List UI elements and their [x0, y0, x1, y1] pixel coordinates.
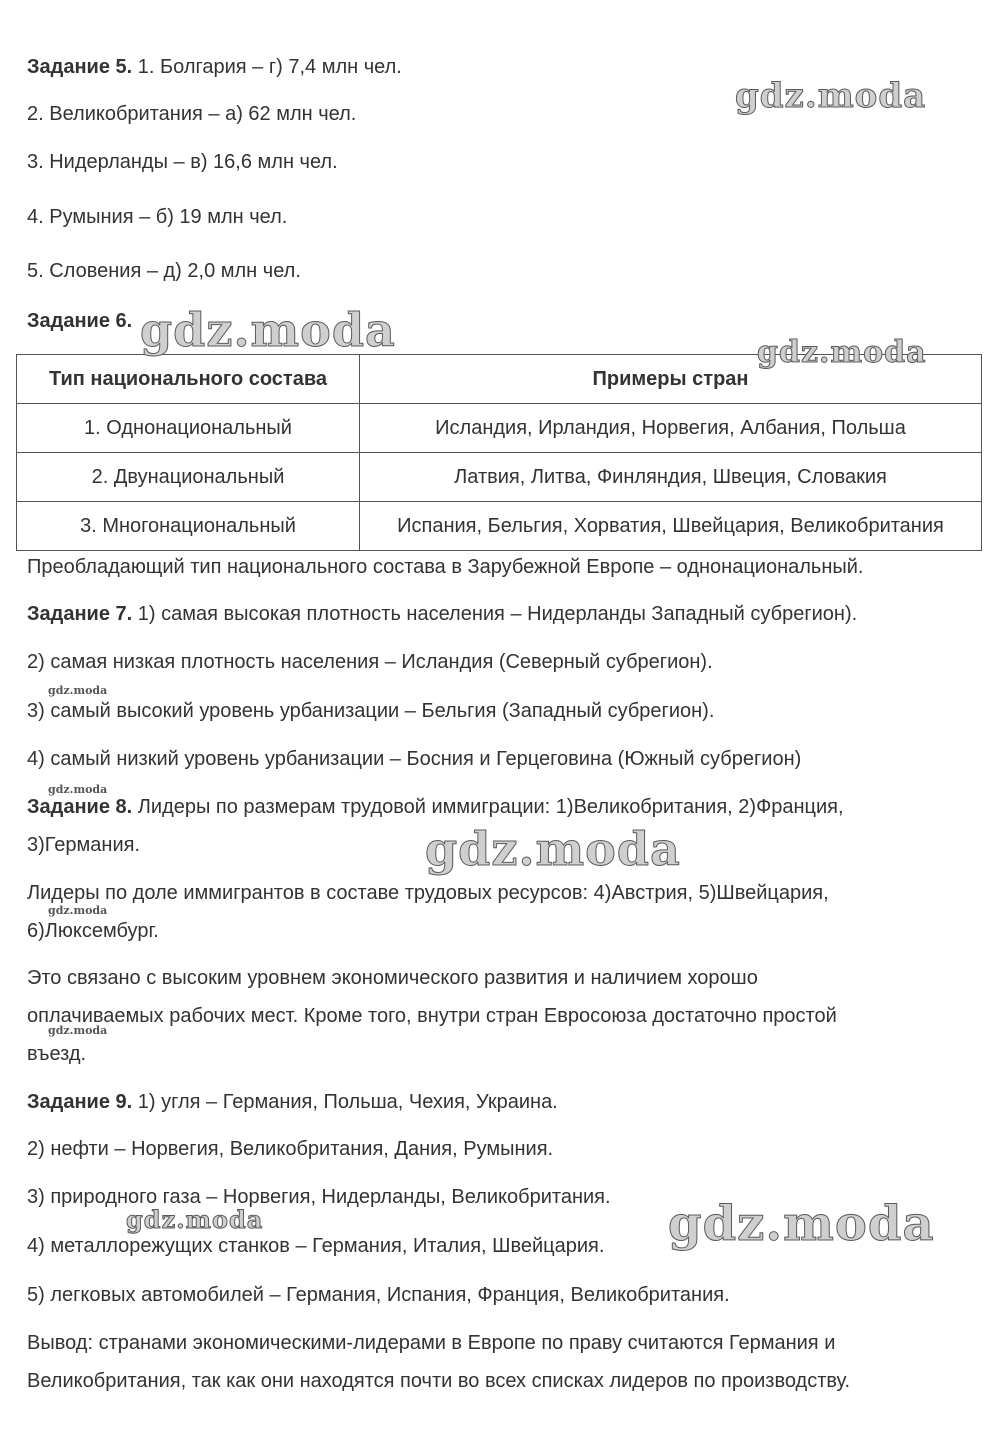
watermark-logo: gdz.moda [425, 822, 681, 876]
watermark-logo: gdz.moda [48, 904, 108, 917]
task9-item3: 3) природного газа – Норвегия, Нидерланды, Великобритания. [27, 1186, 611, 1208]
task5-item4: 4. Румыния – б) 19 млн чел. [27, 206, 288, 228]
watermark-logo: gdz.moda [48, 1024, 108, 1037]
table-row [17, 502, 982, 551]
task7-heading: Задание 7. [27, 603, 133, 625]
task9-conclusion2: Великобритания, так как они находятся почти во всех списках лидеров по производству. [27, 1370, 851, 1392]
task7-item2: 2) самая низкая плотность населения – Исландия (Северный субрегион). [27, 651, 713, 673]
national-composition-table [16, 354, 982, 551]
task5-item5: 5. Словения – д) 2,0 млн чел. [27, 260, 301, 282]
task5-line1 [27, 55, 402, 79]
task5-item2: 2. Великобритания – а) 62 млн чел. [27, 103, 357, 125]
task7-item4: 4) самый низкий уровень урбанизации – Босния и Герцеговина (Южный субрегион) [27, 748, 802, 770]
task5-heading: Задание 5. [27, 56, 133, 78]
table-row [17, 453, 982, 502]
table-cell-type: 2. Двунациональный [17, 453, 360, 502]
task8-line3: Лидеры по доле иммигрантов в составе трудовых ресурсов: 4)Австрия, 5)Швейцария, [27, 882, 829, 904]
task5-item1: 1. Болгария – г) 7,4 млн чел. [137, 56, 402, 78]
watermark-logo: gdz.moda [668, 1196, 935, 1252]
task9-item2: 2) нефти – Норвегия, Великобритания, Дания, Румыния. [27, 1138, 554, 1160]
table-row [17, 404, 982, 453]
task8-heading: Задание 8. [27, 796, 133, 818]
task8-line5: Это связано с высоким уровнем экономического развития и наличием хорошо [27, 967, 758, 989]
table-cell-type: 1. Однонациональный [17, 404, 360, 453]
watermark-logo: gdz.moda [48, 783, 108, 796]
task7-line1 [27, 602, 857, 626]
task6-conclusion: Преобладающий тип национального состава в Зарубежной Европе – однонациональный. [27, 556, 864, 578]
task9-item5: 5) легковых автомобилей – Германия, Испания, Франция, Великобритания. [27, 1284, 730, 1306]
task9-item4: 4) металлорежущих станков – Германия, Италия, Швейцария. [27, 1235, 605, 1257]
task9-conclusion1: Вывод: странами экономическими-лидерами в Европе по праву считаются Германия и [27, 1332, 836, 1354]
task8-line1 [27, 795, 844, 819]
watermark-logo: gdz.moda [140, 303, 396, 357]
table-cell-examples: Испания, Бельгия, Хорватия, Швейцария, Великобритания [360, 502, 982, 551]
task8-line6: оплачиваемых рабочих мест. Кроме того, внутри стран Евросоюза достаточно простой [27, 1005, 837, 1027]
table-cell-type: 3. Многонациональный [17, 502, 360, 551]
task9-line1 [27, 1090, 558, 1114]
watermark-logo: gdz.moda [735, 76, 927, 116]
task8-line4: 6)Люксембург. [27, 920, 159, 942]
table-header-examples: Примеры стран [360, 355, 982, 404]
task9-item1: 1) угля – Германия, Польша, Чехия, Украина. [137, 1091, 558, 1113]
watermark-logo: gdz.moda [757, 335, 927, 370]
task8-text1: Лидеры по размерам трудовой иммиграции: 1)Великобритания, 2)Франция, [137, 796, 844, 818]
table-cell-examples: Исландия, Ирландия, Норвегия, Албания, Польша [360, 404, 982, 453]
task8-line2: 3)Германия. [27, 834, 140, 856]
task7-item1: 1) самая высокая плотность населения – Нидерланды Западный субрегион). [137, 603, 858, 625]
task7-item3: 3) самый высокий уровень урбанизации – Бельгия (Западный субрегион). [27, 700, 715, 722]
watermark-logo: gdz.moda [126, 1205, 264, 1234]
task5-item3: 3. Нидерланды – в) 16,6 млн чел. [27, 151, 338, 173]
watermark-logo: gdz.moda [48, 684, 108, 697]
table-cell-examples: Латвия, Литва, Финляндия, Швеция, Словакия [360, 453, 982, 502]
table-header-type: Тип национального состава [17, 355, 360, 404]
task9-heading: Задание 9. [27, 1091, 133, 1113]
task8-line7: въезд. [27, 1043, 87, 1065]
task6-heading: Задание 6. [27, 310, 133, 332]
